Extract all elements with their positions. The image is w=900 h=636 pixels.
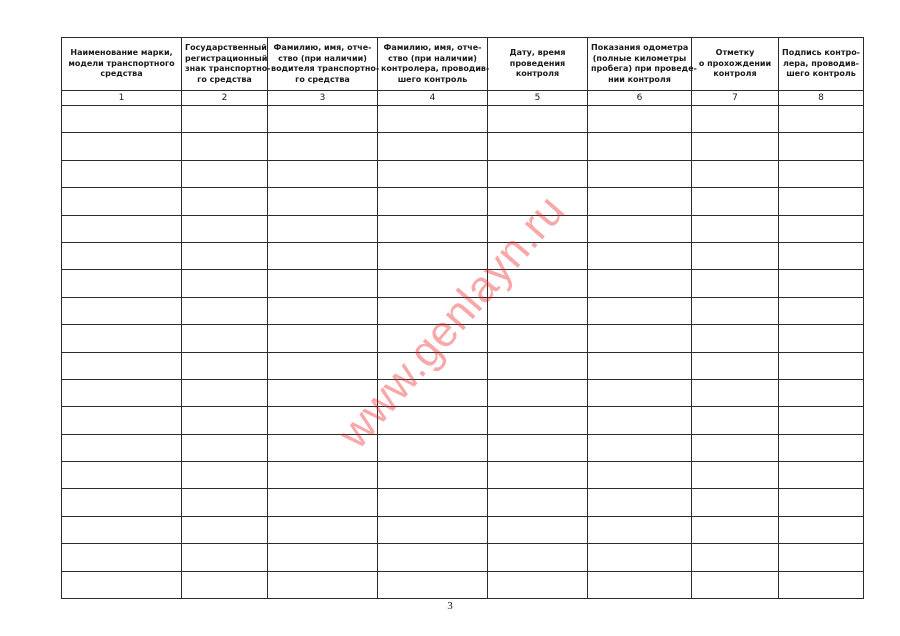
column-header-line: контроля <box>713 69 757 79</box>
table-cell[interactable] <box>588 516 692 543</box>
table-cell[interactable] <box>182 462 268 489</box>
column-header-line: знак транспортно- <box>185 64 271 73</box>
column-number-5: 5 <box>488 91 588 106</box>
table-body <box>62 106 864 599</box>
table-row <box>62 352 864 379</box>
table-cell[interactable] <box>268 215 378 242</box>
column-header-2 <box>182 38 271 91</box>
table-cell[interactable] <box>62 434 182 461</box>
table-cell[interactable] <box>182 571 268 598</box>
table-cell[interactable] <box>692 462 779 489</box>
table-cell[interactable] <box>182 215 268 242</box>
table-cell[interactable] <box>588 544 692 571</box>
column-header-3 <box>268 38 378 91</box>
table-cell[interactable] <box>588 133 692 160</box>
table-cell[interactable] <box>692 188 779 215</box>
table-cell[interactable] <box>378 106 488 133</box>
table-cell[interactable] <box>378 160 488 187</box>
table-cell[interactable] <box>182 297 268 324</box>
table-cell[interactable] <box>779 297 864 324</box>
table-cell[interactable] <box>182 379 268 406</box>
table-cell[interactable] <box>488 489 588 516</box>
table-cell[interactable] <box>692 434 779 461</box>
table-cell[interactable] <box>62 242 182 269</box>
table-cell[interactable] <box>268 270 378 297</box>
table-cell[interactable] <box>62 407 182 434</box>
table-cell[interactable] <box>692 379 779 406</box>
table-cell[interactable] <box>692 242 779 269</box>
column-header-line: нии контроля <box>608 74 671 84</box>
table-cell[interactable] <box>488 544 588 571</box>
column-header-line: контролера, проводив- <box>381 64 490 73</box>
table-cell[interactable] <box>268 407 378 434</box>
table-cell[interactable] <box>62 325 182 352</box>
column-header-line: шего контроль <box>786 69 856 79</box>
column-header-line: лера, проводив- <box>783 58 859 68</box>
table-cell[interactable] <box>588 188 692 215</box>
column-header-line: водителя транспортно- <box>271 64 380 73</box>
column-number-3: 3 <box>268 91 378 106</box>
table-row <box>62 215 864 242</box>
table-row <box>62 297 864 324</box>
table-cell[interactable] <box>182 544 268 571</box>
table-row <box>62 379 864 406</box>
table-row <box>62 270 864 297</box>
table-cell[interactable] <box>268 242 378 269</box>
table-cell[interactable] <box>378 297 488 324</box>
table-cell[interactable] <box>692 297 779 324</box>
table-cell[interactable] <box>692 270 779 297</box>
table-cell[interactable] <box>488 434 588 461</box>
table-cell[interactable] <box>779 215 864 242</box>
table-cell[interactable] <box>268 462 378 489</box>
table-cell[interactable] <box>268 352 378 379</box>
table-cell[interactable] <box>62 188 182 215</box>
column-header-7 <box>692 38 779 91</box>
column-header-line: проведения <box>509 58 566 68</box>
column-header-line: Показания одометра <box>591 43 689 52</box>
column-header-6 <box>588 38 697 91</box>
table-cell[interactable] <box>779 188 864 215</box>
table-cell[interactable] <box>779 133 864 160</box>
table-row <box>62 133 864 160</box>
table-cell[interactable] <box>588 571 692 598</box>
column-header-line: Фамилию, имя, отче- <box>383 43 482 52</box>
table-cell[interactable] <box>62 489 182 516</box>
table-header-row <box>62 38 864 91</box>
column-header-line: Подпись контро- <box>782 48 861 58</box>
table-cell[interactable] <box>378 242 488 269</box>
table-cell[interactable] <box>692 571 779 598</box>
column-header-line: ство (при наличии) <box>278 53 367 63</box>
table-cell[interactable] <box>182 160 268 187</box>
table-cell[interactable] <box>182 242 268 269</box>
column-header-8 <box>779 38 864 91</box>
table-cell[interactable] <box>182 106 268 133</box>
table-cell[interactable] <box>588 325 692 352</box>
table-cell[interactable] <box>588 215 692 242</box>
table-cell[interactable] <box>182 352 268 379</box>
table-cell[interactable] <box>588 489 692 516</box>
table-cell[interactable] <box>62 133 182 160</box>
table-cell[interactable] <box>692 544 779 571</box>
column-number-6: 6 <box>588 91 692 106</box>
table-cell[interactable] <box>588 379 692 406</box>
table-cell[interactable] <box>182 133 268 160</box>
table-cell[interactable] <box>779 516 864 543</box>
column-header-line: регистрационный <box>185 53 268 63</box>
table-cell[interactable] <box>268 544 378 571</box>
table-cell[interactable] <box>268 106 378 133</box>
table-cell[interactable] <box>62 379 182 406</box>
table-row <box>62 571 864 598</box>
column-number-row <box>62 91 864 106</box>
table-row <box>62 188 864 215</box>
table-cell[interactable] <box>488 133 588 160</box>
table-cell[interactable] <box>488 160 588 187</box>
column-header-line: го средства <box>295 74 350 84</box>
watermark: www.genlayn.ru <box>328 185 575 458</box>
table-cell[interactable] <box>588 270 692 297</box>
column-header-4 <box>378 38 488 91</box>
column-header-line: Фамилию, имя, отче- <box>273 43 372 52</box>
table-cell[interactable] <box>779 571 864 598</box>
column-header-5 <box>488 38 588 91</box>
table-cell[interactable] <box>378 489 488 516</box>
column-header-line: пробега) при проведе- <box>591 64 697 73</box>
table-cell[interactable] <box>378 544 488 571</box>
column-number-7: 7 <box>692 91 779 106</box>
table-cell[interactable] <box>779 270 864 297</box>
table-cell[interactable] <box>378 133 488 160</box>
table-cell[interactable] <box>62 297 182 324</box>
table-cell[interactable] <box>779 160 864 187</box>
table-cell[interactable] <box>268 434 378 461</box>
table-cell[interactable] <box>182 434 268 461</box>
table-cell[interactable] <box>378 270 488 297</box>
table-cell[interactable] <box>378 352 488 379</box>
table-cell[interactable] <box>268 516 378 543</box>
table-cell[interactable] <box>779 434 864 461</box>
table-cell[interactable] <box>692 215 779 242</box>
table-cell[interactable] <box>182 489 268 516</box>
table-cell[interactable] <box>692 106 779 133</box>
table-cell[interactable] <box>779 379 864 406</box>
table-cell[interactable] <box>378 571 488 598</box>
column-header-line: Государственный <box>185 43 267 52</box>
table-row <box>62 489 864 516</box>
table-cell[interactable] <box>588 462 692 489</box>
column-header-line: о прохождении <box>698 58 772 68</box>
table-cell[interactable] <box>378 379 488 406</box>
table-cell[interactable] <box>378 516 488 543</box>
table-cell[interactable] <box>588 106 692 133</box>
column-number-4: 4 <box>378 91 488 106</box>
table-cell[interactable] <box>488 270 588 297</box>
table-cell[interactable] <box>488 188 588 215</box>
table-cell[interactable] <box>182 325 268 352</box>
table-cell[interactable] <box>268 133 378 160</box>
table-row <box>62 325 864 352</box>
table-cell[interactable] <box>779 352 864 379</box>
table-cell[interactable] <box>692 133 779 160</box>
table-cell[interactable] <box>182 407 268 434</box>
table-cell[interactable] <box>62 270 182 297</box>
table-row <box>62 516 864 543</box>
column-header-line: Дату, время <box>509 48 566 58</box>
table-cell[interactable] <box>268 297 378 324</box>
table-cell[interactable] <box>62 544 182 571</box>
table-cell[interactable] <box>588 434 692 461</box>
table-cell[interactable] <box>588 407 692 434</box>
table-cell[interactable] <box>488 215 588 242</box>
journal-sheet <box>61 37 863 599</box>
table-cell[interactable] <box>488 407 588 434</box>
table-cell[interactable] <box>378 325 488 352</box>
table-cell[interactable] <box>268 489 378 516</box>
table-cell[interactable] <box>692 352 779 379</box>
column-header-line: (полные километры <box>592 53 687 63</box>
column-header-line: Наименование марки, <box>70 48 173 58</box>
table-row <box>62 407 864 434</box>
table-cell[interactable] <box>588 297 692 324</box>
column-number-8: 8 <box>779 91 864 106</box>
table-cell[interactable] <box>378 215 488 242</box>
table-cell[interactable] <box>488 352 588 379</box>
table-cell[interactable] <box>62 106 182 133</box>
table-cell[interactable] <box>488 379 588 406</box>
column-header-line: контроля <box>515 69 560 79</box>
table-cell[interactable] <box>378 462 488 489</box>
table-cell[interactable] <box>692 160 779 187</box>
page-number: 3 <box>447 600 453 612</box>
table-cell[interactable] <box>488 516 588 543</box>
table-cell[interactable] <box>779 106 864 133</box>
table-row <box>62 160 864 187</box>
table-cell[interactable] <box>488 106 588 133</box>
table-cell[interactable] <box>488 571 588 598</box>
table-cell[interactable] <box>488 242 588 269</box>
table-cell[interactable] <box>62 215 182 242</box>
column-header-line: модели транспортного <box>68 58 175 68</box>
table-cell[interactable] <box>779 407 864 434</box>
table-row <box>62 544 864 571</box>
table-cell[interactable] <box>378 407 488 434</box>
control-journal-table <box>61 37 864 599</box>
table-cell[interactable] <box>62 571 182 598</box>
table-cell[interactable] <box>268 571 378 598</box>
table-cell[interactable] <box>378 434 488 461</box>
column-number-2: 2 <box>182 91 268 106</box>
table-cell[interactable] <box>62 352 182 379</box>
table-cell[interactable] <box>779 325 864 352</box>
table-cell[interactable] <box>488 297 588 324</box>
table-cell[interactable] <box>182 516 268 543</box>
table-cell[interactable] <box>588 242 692 269</box>
table-row <box>62 242 864 269</box>
table-cell[interactable] <box>779 544 864 571</box>
table-cell[interactable] <box>588 160 692 187</box>
table-cell[interactable] <box>268 188 378 215</box>
table-cell[interactable] <box>182 270 268 297</box>
table-cell[interactable] <box>378 188 488 215</box>
table-cell[interactable] <box>268 160 378 187</box>
table-cell[interactable] <box>692 407 779 434</box>
column-header-line: го средства <box>197 74 252 84</box>
column-header-line: средства <box>100 69 143 79</box>
column-header-line: ство (при наличии) <box>388 53 477 63</box>
column-header-line: Отметку <box>715 48 755 58</box>
table-row <box>62 462 864 489</box>
table-cell[interactable] <box>268 379 378 406</box>
table-cell[interactable] <box>182 188 268 215</box>
table-cell[interactable] <box>488 325 588 352</box>
table-cell[interactable] <box>692 516 779 543</box>
table-row <box>62 434 864 461</box>
table-cell[interactable] <box>779 242 864 269</box>
column-header-1 <box>62 38 182 91</box>
table-cell[interactable] <box>62 516 182 543</box>
table-cell[interactable] <box>62 160 182 187</box>
table-cell[interactable] <box>62 462 182 489</box>
table-cell[interactable] <box>488 462 588 489</box>
table-cell[interactable] <box>588 352 692 379</box>
table-cell[interactable] <box>779 462 864 489</box>
column-header-line: шего контроль <box>397 74 468 84</box>
table-cell[interactable] <box>692 325 779 352</box>
table-cell[interactable] <box>268 325 378 352</box>
table-cell[interactable] <box>692 489 779 516</box>
table-row <box>62 106 864 133</box>
column-number-1: 1 <box>62 91 182 106</box>
table-cell[interactable] <box>779 489 864 516</box>
